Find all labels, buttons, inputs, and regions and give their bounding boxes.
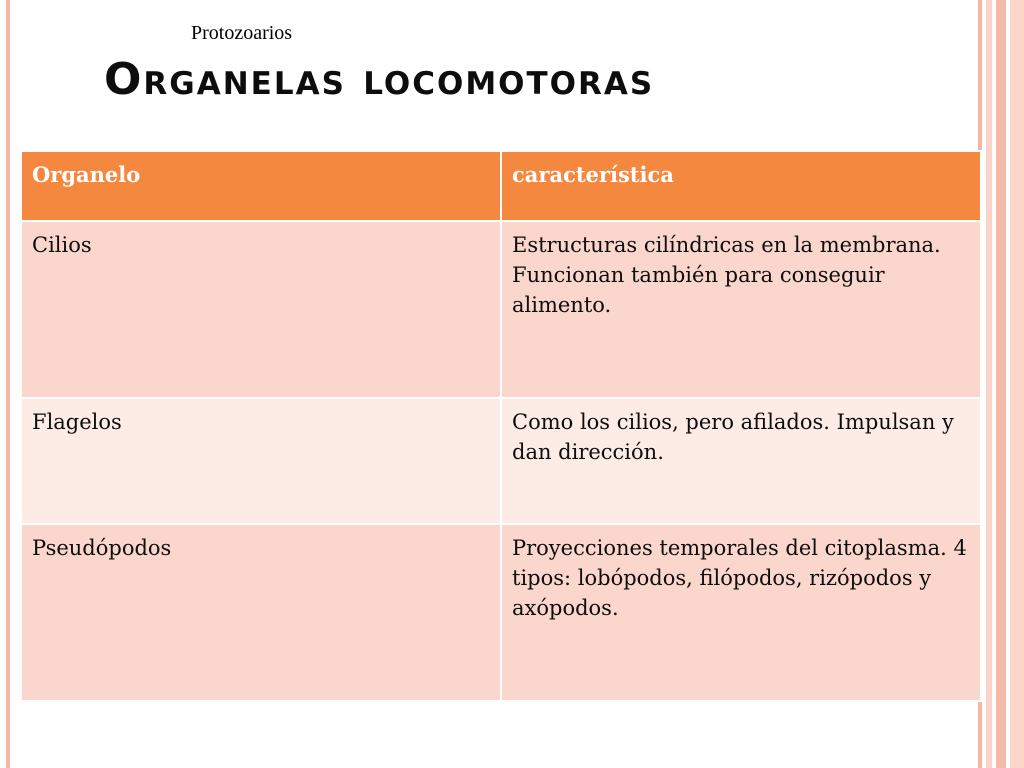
cell-caracteristica: Estructuras cilíndricas en la membrana. Funcionan también para conseguir alimento. [501, 221, 981, 398]
organelles-table [20, 150, 982, 702]
table-header-row [21, 151, 981, 221]
right-decorative-bars [978, 0, 1024, 768]
right-bar-3 [996, 0, 1006, 768]
cell-caracteristica: Proyecciones temporales del citoplasma. 4 tipos: lobópodos, filópodos, rizópodos y axópodos. [501, 524, 981, 701]
cell-organelo: Pseudópodos [21, 524, 501, 701]
table-row [21, 524, 981, 701]
header-organelo: Organelo [21, 151, 501, 221]
header-caracteristica: característica [501, 151, 981, 221]
slide-title: Organelas locomotoras [104, 54, 655, 105]
table-row [21, 398, 981, 524]
cell-organelo: Flagelos [21, 398, 501, 524]
cell-caracteristica: Como los cilios, pero afilados. Impulsan y dan dirección. [501, 398, 981, 524]
cell-organelo: Cilios [21, 221, 501, 398]
right-bar-4 [1010, 0, 1024, 768]
left-decorative-rule [6, 0, 10, 768]
right-bar-2 [986, 0, 992, 768]
slide-subtitle: Protozoarios [191, 22, 293, 44]
table-row [21, 221, 981, 398]
